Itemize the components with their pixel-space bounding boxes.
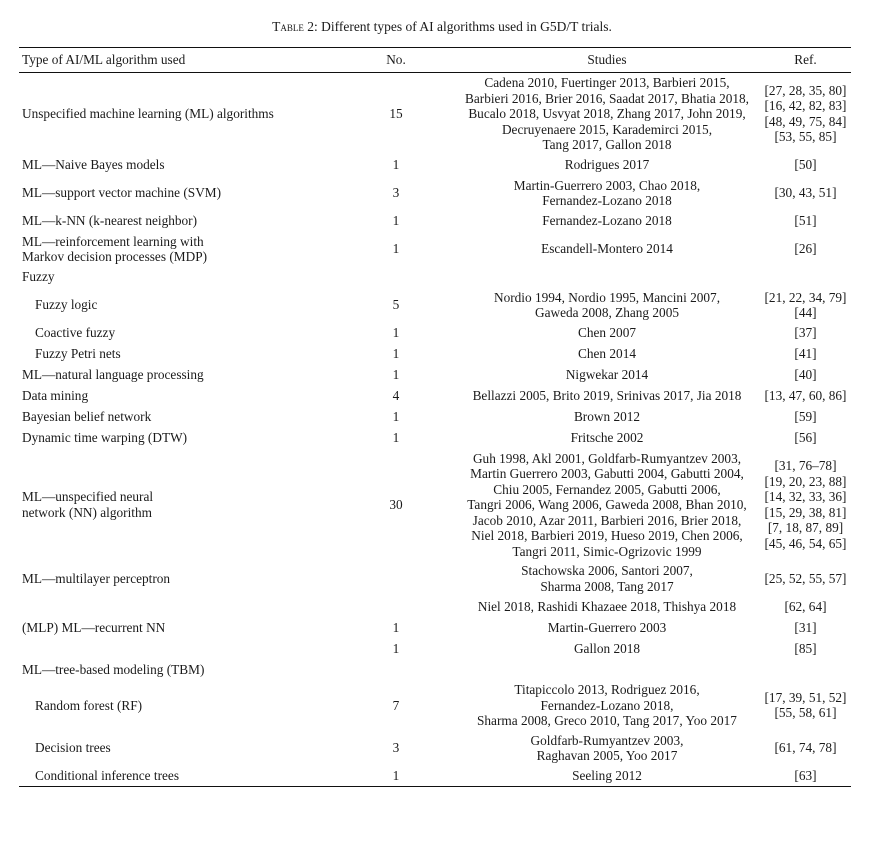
cell-no	[338, 596, 454, 617]
cell-ref-line: [62, 64]	[784, 598, 827, 614]
cell-type	[19, 344, 338, 365]
cell-ref	[760, 766, 851, 787]
cell-ref	[760, 428, 851, 449]
table-row	[19, 73, 851, 155]
cell-studies	[454, 365, 760, 386]
cell-studies-line: Chiu 2005, Fernandez 2005, Gabutti 2006,	[493, 481, 721, 497]
cell-type-line: Coactive fuzzy	[35, 325, 116, 341]
cell-type	[19, 449, 338, 562]
cell-studies	[454, 449, 760, 562]
cell-no: 3	[392, 740, 400, 756]
cell-ref	[760, 449, 851, 562]
cell-type	[19, 323, 338, 344]
cell-studies	[454, 638, 760, 659]
cell-studies	[454, 428, 760, 449]
cell-ref	[760, 731, 851, 766]
cell-studies-line: Decruyenaere 2015, Karademirci 2015,	[501, 121, 713, 137]
cell-studies-line: Gallon 2018	[573, 640, 641, 656]
cell-studies-line: Barbieri 2016, Brier 2016, Saadat 2017, Bhatia 2018,	[465, 90, 749, 106]
cell-ref-line: [51]	[794, 213, 817, 229]
cell-type-line: Decision trees	[35, 740, 111, 756]
table-caption	[0, 19, 884, 35]
table-row	[19, 428, 851, 449]
cell-studies-line: Gaweda 2008, Zhang 2005	[534, 305, 679, 320]
cell-studies-line: Bucalo 2018, Usvyat 2018, Zhang 2017, John 2019,	[468, 106, 746, 121]
cell-type	[19, 659, 338, 680]
table-row	[19, 449, 851, 562]
cell-ref	[760, 365, 851, 386]
cell-studies-line: Tangri 2006, Wang 2006, Gaweda 2008, Bhan 2010,	[467, 497, 747, 512]
cell-studies-line: Fernandez-Lozano 2018,	[540, 697, 674, 713]
cell-studies-line: Chen 2014	[578, 346, 636, 362]
cell-studies-line: Martin-Guerrero 2003, Chao 2018,	[513, 177, 701, 193]
cell-type-line: Random forest (RF)	[35, 697, 143, 713]
cell-type-line: Conditional inference trees	[35, 768, 179, 783]
cell-ref-line: [56]	[794, 430, 817, 446]
cell-ref-line: [17, 39, 51, 52]	[764, 689, 847, 705]
cell-studies-line: Chen 2007	[578, 325, 636, 341]
cell-studies	[454, 680, 760, 731]
cell-no: 1	[392, 241, 400, 257]
header-row	[19, 48, 851, 73]
table-row	[19, 211, 851, 232]
cell-studies	[454, 659, 760, 680]
cell-ref	[760, 659, 851, 680]
cell-studies	[454, 176, 760, 211]
cell-studies-line: Seeling 2012	[572, 768, 642, 783]
cell-type-line: ML—natural language processing	[22, 367, 204, 383]
cell-studies-line: Cadena 2010, Fuertinger 2013, Barbieri 2015,	[484, 75, 730, 90]
table-row	[19, 344, 851, 365]
table-row	[19, 596, 851, 617]
cell-ref-line: [85]	[794, 640, 817, 656]
cell-studies	[454, 344, 760, 365]
cell-type	[19, 561, 338, 596]
cell-type-line: Unspecified machine learning (ML) algorithms	[22, 106, 274, 121]
cell-type	[19, 407, 338, 428]
cell-ref-line: [26]	[794, 241, 817, 257]
table-row	[19, 386, 851, 407]
cell-type-line: Markov decision processes (MDP)	[22, 249, 208, 264]
cell-ref-line: [14, 32, 33, 36]	[764, 489, 847, 505]
cell-studies-line: Nordio 1994, Nordio 1995, Mancini 2007,	[493, 289, 721, 305]
cell-ref-line: [25, 52, 55, 57]	[764, 570, 847, 586]
cell-ref	[760, 596, 851, 617]
caption-text: Different types of AI algorithms used in G5D/T trials.	[317, 19, 612, 34]
cell-ref	[760, 176, 851, 211]
table-row	[19, 365, 851, 386]
cell-type-line: ML—tree-based modeling (TBM)	[22, 661, 205, 677]
cell-ref-line: [41]	[794, 346, 817, 362]
cell-no: 1	[392, 430, 400, 446]
header-studies: Studies	[454, 48, 760, 73]
cell-type	[19, 211, 338, 232]
cell-type	[19, 155, 338, 176]
table-row	[19, 155, 851, 176]
cell-no: 4	[392, 388, 400, 404]
cell-studies	[454, 288, 760, 323]
algorithms-table	[19, 47, 851, 787]
cell-type-line: ML—unspecified neural	[22, 489, 154, 505]
cell-studies	[454, 561, 760, 596]
cell-studies-line: Martin Guerrero 2003, Gabutti 2004, Gabutti 2004,	[470, 466, 744, 481]
cell-studies-line: Rodrigues 2017	[564, 157, 650, 173]
header-no: No.	[338, 48, 454, 73]
table-row	[19, 766, 851, 787]
cell-ref	[760, 232, 851, 267]
cell-studies	[454, 731, 760, 766]
cell-no: 1	[392, 768, 400, 783]
cell-ref-line: [44]	[794, 305, 817, 320]
cell-ref	[760, 323, 851, 344]
cell-type-line: ML—k-NN (k-nearest neighbor)	[22, 213, 198, 229]
cell-ref	[760, 155, 851, 176]
cell-no: 3	[392, 185, 400, 201]
cell-ref	[760, 288, 851, 323]
table-row	[19, 176, 851, 211]
cell-studies	[454, 407, 760, 428]
cell-type-line: (MLP) ML—recurrent NN	[22, 619, 166, 635]
cell-studies-line: Fritsche 2002	[570, 430, 644, 446]
header-type: Type of AI/ML algorithm used	[19, 48, 338, 73]
cell-no: 15	[389, 106, 403, 121]
cell-type	[19, 176, 338, 211]
table-row	[19, 680, 851, 731]
cell-studies	[454, 211, 760, 232]
cell-studies-line: Martin-Guerrero 2003	[547, 619, 667, 635]
cell-type	[19, 428, 338, 449]
cell-ref-line: [13, 47, 60, 86]	[764, 388, 847, 404]
table-row	[19, 561, 851, 596]
cell-type	[19, 766, 338, 787]
cell-no: 1	[392, 640, 400, 656]
cell-studies-line: Nigwekar 2014	[565, 367, 649, 383]
cell-type-line: ML—reinforcement learning with	[22, 233, 204, 249]
cell-ref-line: [45, 46, 54, 65]	[764, 535, 847, 551]
cell-ref-line: [53, 55, 85]	[774, 129, 837, 145]
table-row	[19, 267, 851, 288]
cell-ref-line: [63]	[794, 768, 817, 783]
cell-no	[338, 659, 454, 680]
cell-studies-line: Niel 2018, Barbieri 2019, Hueso 2019, Chen 2006,	[471, 528, 743, 543]
table-row	[19, 617, 851, 638]
table-body	[19, 73, 851, 787]
cell-studies-line: Raghavan 2005, Yoo 2017	[536, 748, 678, 763]
table-row	[19, 232, 851, 267]
cell-studies-line: Tang 2017, Gallon 2018	[542, 137, 672, 152]
cell-studies-line: Titapiccolo 2013, Rodriguez 2016,	[514, 682, 700, 697]
cell-studies	[454, 232, 760, 267]
cell-type	[19, 617, 338, 638]
cell-type	[19, 386, 338, 407]
cell-ref-line: [21, 22, 34, 79]	[764, 289, 847, 305]
table-row	[19, 659, 851, 680]
cell-studies-line: Niel 2018, Rashidi Khazaee 2018, Thishya 2018	[477, 598, 737, 614]
cell-studies	[454, 73, 760, 155]
cell-studies-line: Goldfarb-Rumyantzev 2003,	[530, 732, 684, 748]
cell-type	[19, 680, 338, 731]
cell-no: 5	[392, 297, 400, 313]
cell-ref	[760, 267, 851, 288]
cell-ref-line: [31, 76–78]	[774, 458, 837, 474]
cell-ref-line: [48, 49, 75, 84]	[764, 113, 847, 129]
table-row	[19, 731, 851, 766]
cell-studies	[454, 323, 760, 344]
cell-studies-line: Brown 2012	[573, 409, 641, 425]
cell-ref	[760, 211, 851, 232]
cell-studies	[454, 267, 760, 288]
cell-type-line: Fuzzy Petri nets	[35, 346, 121, 362]
cell-studies-line: Sharma 2008, Tang 2017	[540, 578, 674, 594]
cell-type	[19, 288, 338, 323]
cell-studies-line: Escandell-Montero 2014	[541, 241, 673, 257]
cell-ref-line: [30, 43, 51]	[774, 185, 837, 201]
cell-type	[19, 596, 338, 617]
cell-ref	[760, 344, 851, 365]
cell-studies-line: Guh 1998, Akl 2001, Goldfarb-Rumyantzev 2003,	[472, 450, 742, 466]
cell-type-line: Fuzzy logic	[35, 297, 98, 313]
cell-ref	[760, 386, 851, 407]
cell-type-line: ML—support vector machine (SVM)	[22, 185, 222, 201]
cell-ref-line: [40]	[794, 367, 817, 383]
cell-no: 30	[389, 497, 403, 512]
cell-studies	[454, 766, 760, 787]
cell-type-line: Bayesian belief network	[22, 409, 152, 425]
cell-type-line: network (NN) algorithm	[22, 504, 152, 520]
cell-ref	[760, 638, 851, 659]
cell-type-line: ML—multilayer perceptron	[22, 570, 171, 586]
cell-ref-line: [7, 18, 87, 89]	[767, 520, 844, 536]
cell-no: 1	[392, 409, 400, 425]
cell-ref-line: [19, 20, 23, 88]	[764, 473, 847, 489]
cell-studies	[454, 617, 760, 638]
table-row	[19, 288, 851, 323]
cell-ref-line: [55, 58, 61]	[774, 705, 837, 721]
cell-ref	[760, 680, 851, 731]
table-row	[19, 638, 851, 659]
cell-ref-line: [16, 42, 82, 83]	[764, 98, 847, 114]
cell-type	[19, 267, 338, 288]
cell-studies	[454, 155, 760, 176]
cell-studies-line: Fernandez-Lozano 2018	[542, 193, 672, 208]
cell-type	[19, 73, 338, 155]
cell-ref-line: [59]	[794, 409, 817, 425]
cell-ref-line: [61, 74, 78]	[774, 740, 837, 756]
cell-studies	[454, 596, 760, 617]
header-ref: Ref.	[760, 48, 851, 73]
cell-no: 1	[392, 213, 400, 229]
cell-studies	[454, 386, 760, 407]
cell-type	[19, 232, 338, 267]
cell-ref	[760, 617, 851, 638]
cell-type-line: ML—Naive Bayes models	[22, 157, 165, 173]
cell-ref	[760, 407, 851, 428]
cell-type-line: Dynamic time warping (DTW)	[22, 430, 188, 446]
cell-type-line: Data mining	[22, 388, 89, 404]
cell-studies-line: Fernandez-Lozano 2018	[542, 213, 672, 229]
cell-no: 1	[392, 346, 400, 362]
cell-type	[19, 731, 338, 766]
cell-studies-line: Bellazzi 2005, Brito 2019, Srinivas 2017, Jia 2018	[472, 388, 742, 404]
cell-no: 1	[392, 367, 400, 383]
cell-studies-line: Sharma 2008, Greco 2010, Tang 2017, Yoo 2017	[477, 713, 737, 728]
cell-type	[19, 365, 338, 386]
caption-label: Table 2:	[272, 19, 318, 34]
cell-ref	[760, 73, 851, 155]
cell-studies-line: Tangri 2011, Simic-Ogrizovic 1999	[512, 543, 702, 559]
cell-type	[19, 638, 338, 659]
cell-ref-line: [50]	[794, 157, 817, 173]
cell-ref-line: [27, 28, 35, 80]	[764, 82, 847, 98]
cell-no: 1	[392, 157, 400, 173]
table-row	[19, 407, 851, 428]
cell-ref-line: [15, 29, 38, 81]	[764, 504, 847, 520]
table-row	[19, 323, 851, 344]
cell-ref-line: [37]	[794, 325, 817, 341]
cell-ref-line: [31]	[794, 619, 817, 635]
cell-no: 1	[392, 619, 400, 635]
cell-studies-line: Stachowska 2006, Santori 2007,	[521, 563, 693, 578]
cell-no: 7	[392, 697, 400, 713]
cell-no	[338, 267, 454, 288]
cell-type-line: Fuzzy	[22, 269, 55, 285]
cell-no	[338, 561, 454, 596]
cell-ref	[760, 561, 851, 596]
cell-no: 1	[392, 325, 400, 341]
cell-studies-line: Jacob 2010, Azar 2011, Barbieri 2016, Brier 2018,	[472, 512, 742, 528]
